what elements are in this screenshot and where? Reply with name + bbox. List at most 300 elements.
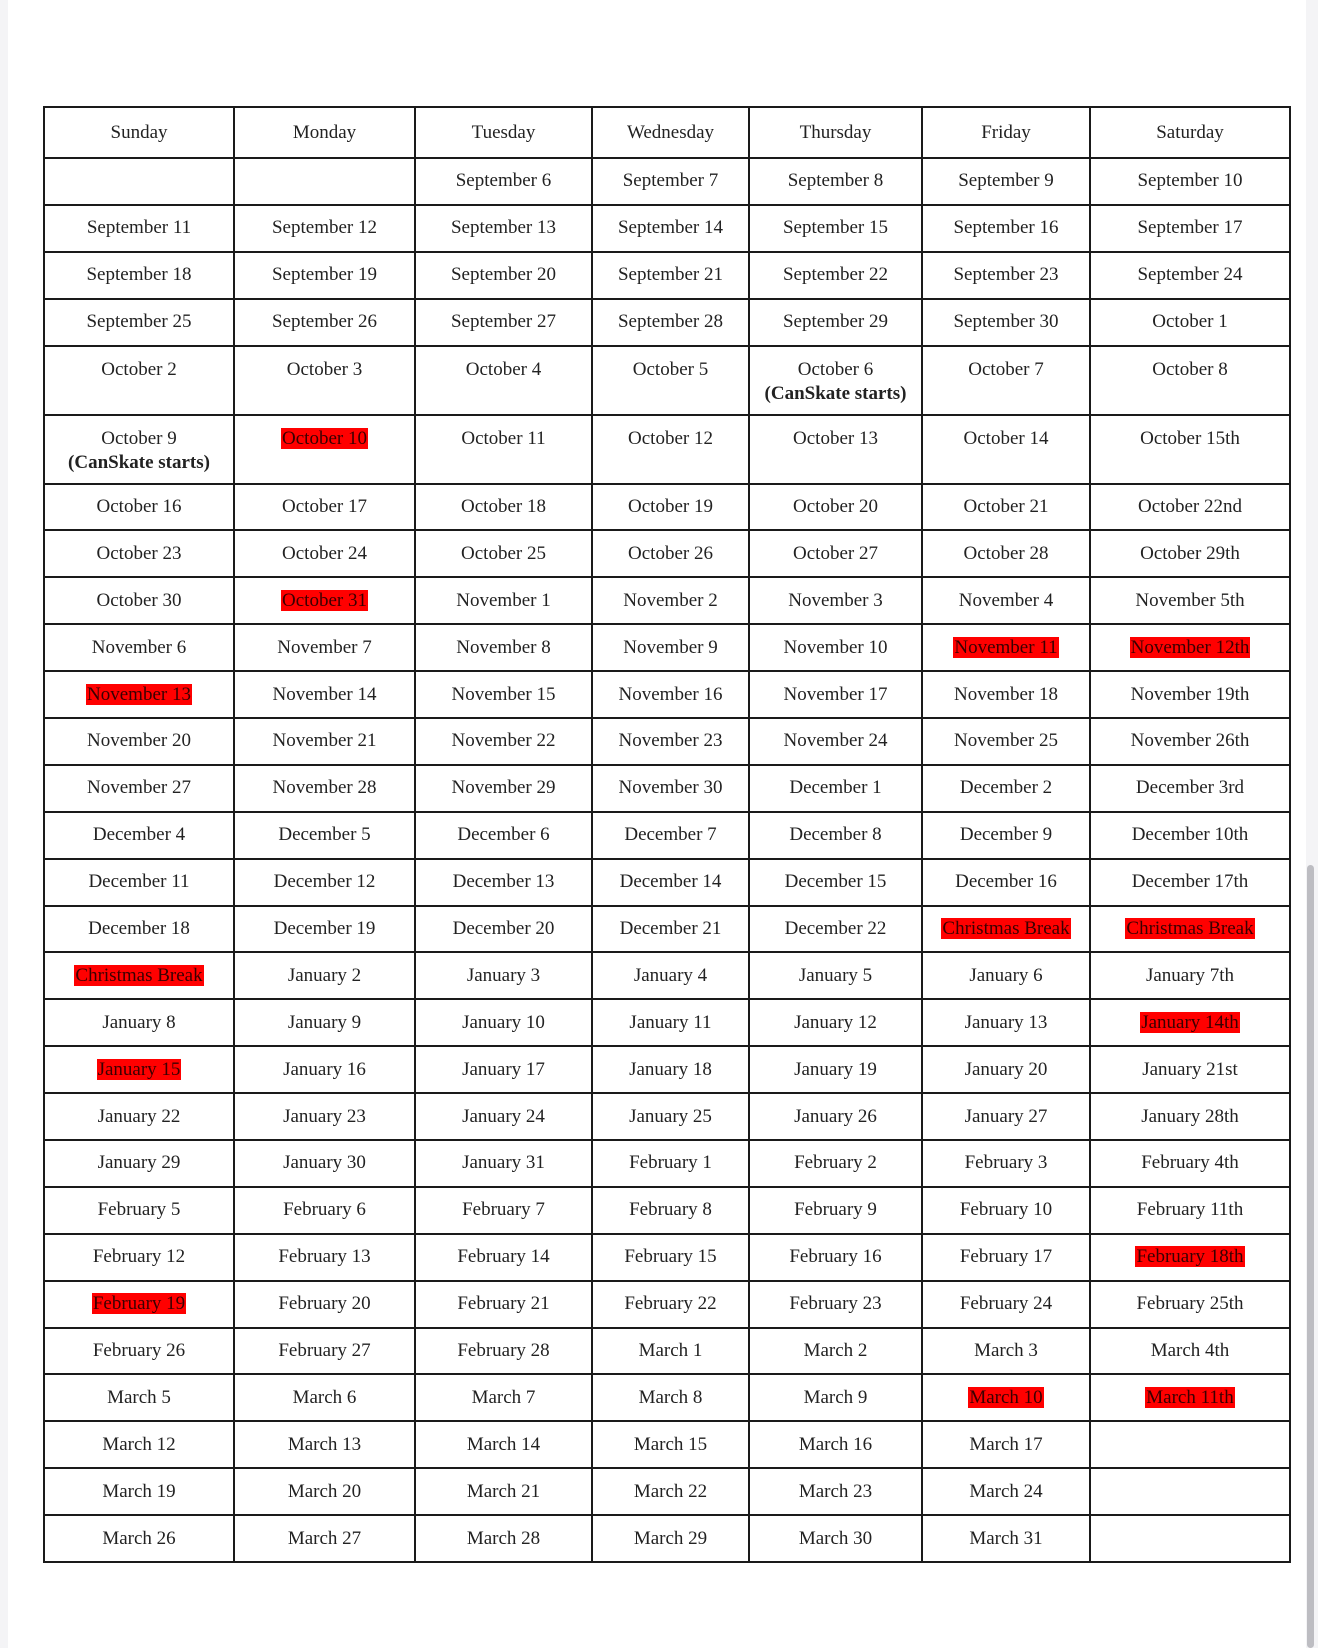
cell-wednesday [592, 415, 749, 484]
date-text: September 26 [271, 311, 377, 333]
date-text: February 3 [964, 1152, 1048, 1174]
cell-wednesday [592, 346, 749, 415]
date-text: January 23 [283, 1105, 366, 1127]
date-text: February 24 [959, 1293, 1053, 1315]
table-row [44, 205, 1290, 252]
cell-wednesday [592, 1234, 749, 1281]
header-sunday: Sunday [44, 107, 234, 158]
cell-sunday [44, 671, 234, 718]
cell-wednesday [592, 1046, 749, 1093]
cell-friday [922, 484, 1090, 531]
cell-monday [234, 1515, 415, 1562]
date-text: October 12 [628, 427, 713, 449]
table-row [44, 1046, 1290, 1093]
cell-monday [234, 1093, 415, 1140]
date-text: December 8 [789, 824, 882, 846]
cell-monday [234, 1046, 415, 1093]
date-text: February 23 [789, 1293, 882, 1315]
cell-wednesday [592, 1187, 749, 1234]
date-text: October 22nd [1138, 496, 1242, 517]
date-text: February 21 [457, 1293, 550, 1315]
cell-sunday [44, 812, 234, 859]
date-text: January 7th [1145, 964, 1235, 986]
highlighted-date: February 19 [92, 1293, 186, 1315]
table-row [44, 952, 1290, 999]
date-text: December 3rd [1135, 777, 1245, 799]
cell-saturday [1090, 859, 1290, 906]
cell-saturday [1090, 765, 1290, 812]
cell-friday [922, 205, 1090, 252]
cell-sunday [44, 1281, 234, 1328]
date-text: March 24 [969, 1480, 1043, 1502]
cell-monday [234, 1328, 415, 1375]
cell-thursday [749, 1281, 922, 1328]
cell-saturday [1090, 415, 1290, 484]
cell-wednesday [592, 1281, 749, 1328]
cell-monday [234, 415, 415, 484]
cell-monday [234, 1140, 415, 1187]
date-text: December 4 [92, 824, 186, 846]
cell-thursday [749, 765, 922, 812]
cell-monday [234, 205, 415, 252]
date-text: September 13 [450, 217, 556, 239]
cell-tuesday [415, 812, 592, 859]
date-text: November 14 [272, 683, 377, 705]
cell-saturday [1090, 812, 1290, 859]
date-text: November 22 [451, 730, 556, 752]
date-text: November 6 [91, 636, 187, 658]
date-text: September 28 [617, 311, 723, 333]
cell-tuesday [415, 859, 592, 906]
cell-saturday [1090, 1328, 1290, 1375]
date-text: January 12 [794, 1011, 877, 1033]
table-row [44, 1328, 1290, 1375]
date-text: October 15th [1140, 427, 1240, 449]
date-text: March 12 [102, 1433, 176, 1455]
date-text: November 20 [87, 730, 191, 752]
cell-friday [922, 1374, 1090, 1421]
date-text: October 17 [282, 496, 367, 517]
date-text: February 20 [278, 1293, 371, 1315]
cell-wednesday [592, 577, 749, 624]
date-text: November 25 [954, 730, 1058, 752]
cell-sunday [44, 765, 234, 812]
date-text: September 22 [782, 264, 888, 286]
date-text: March 2 [803, 1340, 868, 1362]
table-row [44, 1374, 1290, 1421]
cell-friday [922, 252, 1090, 299]
date-text: January 6 [969, 964, 1043, 986]
date-text: March 3 [974, 1340, 1038, 1362]
date-text: September 16 [953, 217, 1059, 239]
date-text: January 2 [287, 964, 362, 986]
cell-tuesday [415, 1093, 592, 1140]
cell-tuesday [415, 718, 592, 765]
date-text: September 9 [958, 170, 1054, 192]
cell-sunday [44, 205, 234, 252]
table-row [44, 484, 1290, 531]
date-text: October 8 [1152, 358, 1228, 380]
cell-thursday [749, 1374, 922, 1421]
date-text: March 26 [102, 1527, 176, 1549]
cell-wednesday [592, 765, 749, 812]
table-row [44, 999, 1290, 1046]
date-text: October 20 [793, 496, 878, 517]
cell-saturday [1090, 1421, 1290, 1468]
highlighted-date: January 14th [1141, 1011, 1239, 1033]
cell-wednesday [592, 252, 749, 299]
cell-monday [234, 952, 415, 999]
date-text: February 8 [629, 1199, 712, 1221]
date-text: February 16 [789, 1246, 882, 1268]
cell-friday [922, 1046, 1090, 1093]
cell-thursday [749, 158, 922, 205]
cell-sunday [44, 1468, 234, 1515]
date-text: March 13 [287, 1433, 362, 1455]
cell-friday [922, 624, 1090, 671]
cell-thursday [749, 530, 922, 577]
cell-thursday [749, 1234, 922, 1281]
cell-tuesday [415, 158, 592, 205]
cell-friday [922, 718, 1090, 765]
cell-wednesday [592, 671, 749, 718]
cell-thursday [749, 299, 922, 346]
date-text: December 13 [452, 871, 555, 893]
highlighted-date: February 18th [1136, 1246, 1244, 1268]
date-text: March 14 [466, 1433, 541, 1455]
cell-monday [234, 1234, 415, 1281]
cell-thursday [749, 718, 922, 765]
cell-monday [234, 299, 415, 346]
date-text: November 19th [1130, 683, 1250, 705]
date-text: December 9 [959, 824, 1053, 846]
date-text: March 15 [633, 1433, 708, 1455]
cell-monday [234, 1468, 415, 1515]
cell-tuesday [415, 299, 592, 346]
date-text: January 18 [629, 1058, 712, 1080]
cell-saturday [1090, 577, 1290, 624]
date-text: December 22 [784, 918, 887, 940]
cell-sunday [44, 299, 234, 346]
cell-wednesday [592, 859, 749, 906]
cell-tuesday [415, 415, 592, 484]
cell-sunday [44, 718, 234, 765]
cell-monday [234, 718, 415, 765]
cell-saturday [1090, 1140, 1290, 1187]
date-text: October 27 [793, 542, 878, 564]
date-text: November 21 [272, 730, 377, 752]
cell-thursday [749, 484, 922, 531]
date-text: March 20 [287, 1480, 362, 1502]
date-text: November 15 [451, 683, 556, 705]
cell-saturday [1090, 530, 1290, 577]
cell-thursday [749, 1515, 922, 1562]
cell-wednesday [592, 299, 749, 346]
date-text: October 9 [101, 427, 177, 449]
cell-sunday [44, 1234, 234, 1281]
canskate-note: (CanSkate starts) [68, 451, 210, 473]
date-text: November 23 [618, 730, 723, 752]
cell-friday [922, 765, 1090, 812]
skating-calendar-table [43, 106, 1291, 1563]
cell-tuesday [415, 952, 592, 999]
date-text: September 21 [617, 264, 723, 286]
cell-monday [234, 484, 415, 531]
highlighted-date: November 11 [954, 636, 1058, 658]
cell-sunday [44, 1140, 234, 1187]
cell-sunday [44, 1515, 234, 1562]
date-text: December 17th [1131, 871, 1249, 893]
date-text: December 2 [959, 777, 1053, 799]
cell-saturday [1090, 1281, 1290, 1328]
date-text: November 17 [783, 683, 888, 705]
date-text: December 7 [624, 824, 717, 846]
cell-thursday [749, 812, 922, 859]
table-row [44, 299, 1290, 346]
date-text: December 11 [88, 871, 190, 893]
cell-friday [922, 812, 1090, 859]
cell-thursday [749, 205, 922, 252]
cell-saturday [1090, 999, 1290, 1046]
date-text: March 17 [969, 1433, 1043, 1455]
date-text: January 9 [287, 1011, 362, 1033]
cell-sunday [44, 415, 234, 484]
date-text: January 27 [964, 1105, 1048, 1127]
cell-thursday [749, 346, 922, 415]
cell-thursday [749, 952, 922, 999]
date-text: March 23 [798, 1480, 873, 1502]
date-text: November 16 [618, 683, 723, 705]
date-text: February 17 [959, 1246, 1053, 1268]
cell-sunday [44, 1187, 234, 1234]
cell-sunday [44, 859, 234, 906]
cell-friday [922, 1468, 1090, 1515]
date-text: February 26 [92, 1340, 186, 1362]
cell-thursday [749, 1187, 922, 1234]
cell-friday [922, 1515, 1090, 1562]
cell-monday [234, 906, 415, 953]
date-text: March 4th [1150, 1340, 1230, 1362]
scrollbar[interactable] [1307, 865, 1314, 1648]
cell-friday [922, 999, 1090, 1046]
cell-saturday [1090, 346, 1290, 415]
cell-monday [234, 530, 415, 577]
date-text: November 4 [958, 589, 1054, 611]
header-friday: Friday [922, 107, 1090, 158]
date-text: October 3 [286, 358, 363, 380]
cell-friday [922, 346, 1090, 415]
date-text: March 8 [638, 1386, 703, 1408]
table-row [44, 906, 1290, 953]
date-text: March 5 [107, 1386, 171, 1408]
date-text: March 1 [638, 1340, 703, 1362]
highlighted-date: November 13 [87, 683, 191, 705]
date-text: November 29 [451, 777, 556, 799]
cell-saturday [1090, 299, 1290, 346]
highlighted-date: October 31 [282, 589, 367, 611]
cell-tuesday [415, 1187, 592, 1234]
cell-saturday [1090, 671, 1290, 718]
date-text: September 15 [782, 217, 888, 239]
date-text: February 22 [624, 1293, 717, 1315]
cell-monday [234, 346, 415, 415]
cell-saturday [1090, 952, 1290, 999]
date-text: March 16 [798, 1433, 873, 1455]
cell-wednesday [592, 530, 749, 577]
date-text: October 24 [282, 542, 367, 564]
date-text: March 22 [633, 1480, 708, 1502]
cell-thursday [749, 906, 922, 953]
date-text: January 10 [462, 1011, 545, 1033]
cell-monday [234, 1281, 415, 1328]
date-text: January 16 [283, 1058, 366, 1080]
date-text: December 20 [452, 918, 555, 940]
cell-thursday [749, 859, 922, 906]
cell-wednesday [592, 1093, 749, 1140]
cell-tuesday [415, 1468, 592, 1515]
date-text: March 27 [287, 1527, 362, 1549]
date-text: January 17 [462, 1058, 545, 1080]
table-row [44, 252, 1290, 299]
date-text: November 1 [456, 589, 551, 611]
cell-wednesday [592, 1421, 749, 1468]
date-text: September 20 [450, 264, 556, 286]
cell-monday [234, 252, 415, 299]
table-row [44, 812, 1290, 859]
cell-sunday [44, 158, 234, 205]
date-text: October 16 [96, 496, 182, 517]
date-text: February 28 [457, 1340, 550, 1362]
date-text: October 28 [963, 542, 1049, 564]
header-thursday: Thursday [749, 107, 922, 158]
date-text: January 5 [798, 964, 873, 986]
cell-tuesday [415, 1140, 592, 1187]
date-text: February 5 [97, 1199, 181, 1221]
cell-tuesday [415, 624, 592, 671]
date-text: October 11 [461, 427, 546, 449]
cell-sunday [44, 1093, 234, 1140]
date-text: November 5th [1135, 589, 1245, 611]
cell-thursday [749, 577, 922, 624]
cell-thursday [749, 671, 922, 718]
cell-friday [922, 906, 1090, 953]
table-row [44, 158, 1290, 205]
date-text: September 11 [86, 217, 192, 239]
cell-friday [922, 1281, 1090, 1328]
cell-saturday [1090, 205, 1290, 252]
cell-monday [234, 859, 415, 906]
cell-saturday [1090, 1374, 1290, 1421]
date-text: January 25 [629, 1105, 712, 1127]
table-row [44, 1234, 1290, 1281]
cell-sunday [44, 1374, 234, 1421]
date-text: October 5 [632, 358, 709, 380]
header-monday: Monday [234, 107, 415, 158]
cell-monday [234, 1374, 415, 1421]
table-row [44, 415, 1290, 484]
date-text: December 6 [457, 824, 550, 846]
highlighted-date: October 10 [282, 427, 367, 449]
cell-wednesday [592, 205, 749, 252]
cell-tuesday [415, 1328, 592, 1375]
date-text: January 8 [102, 1011, 176, 1033]
cell-friday [922, 1093, 1090, 1140]
date-text: October 18 [461, 496, 546, 517]
highlighted-date: Christmas Break [942, 918, 1070, 940]
date-text: February 10 [959, 1199, 1053, 1221]
date-text: November 24 [783, 730, 888, 752]
date-text: September 27 [450, 311, 556, 333]
date-text: January 11 [629, 1011, 712, 1033]
cell-saturday [1090, 252, 1290, 299]
date-text: March 31 [969, 1527, 1043, 1549]
table-row [44, 624, 1290, 671]
date-text: January 26 [794, 1105, 877, 1127]
date-text: October 21 [963, 496, 1049, 517]
cell-friday [922, 1421, 1090, 1468]
highlighted-date: March 10 [969, 1386, 1043, 1408]
date-text: October 30 [96, 589, 182, 611]
table-row [44, 1468, 1290, 1515]
cell-saturday [1090, 906, 1290, 953]
table-row [44, 1093, 1290, 1140]
document-page [8, 0, 1306, 1648]
date-text: September 29 [782, 311, 888, 333]
date-text: January 20 [964, 1058, 1048, 1080]
table-row [44, 718, 1290, 765]
date-text: February 14 [457, 1246, 550, 1268]
cell-tuesday [415, 205, 592, 252]
cell-friday [922, 671, 1090, 718]
cell-sunday [44, 906, 234, 953]
cell-monday [234, 671, 415, 718]
cell-sunday [44, 484, 234, 531]
cell-thursday [749, 1093, 922, 1140]
date-text: February 2 [794, 1152, 877, 1174]
cell-tuesday [415, 346, 592, 415]
header-wednesday: Wednesday [592, 107, 749, 158]
cell-friday [922, 530, 1090, 577]
date-text: February 6 [283, 1199, 366, 1221]
date-text: November 2 [623, 589, 718, 611]
date-text: September 7 [622, 170, 719, 192]
date-text: November 27 [87, 777, 191, 799]
cell-saturday [1090, 1187, 1290, 1234]
date-text: February 11th [1136, 1199, 1244, 1221]
date-text: March 6 [292, 1386, 357, 1408]
cell-saturday [1090, 1515, 1290, 1562]
highlighted-date: March 11th [1146, 1386, 1234, 1408]
date-text: March 29 [633, 1527, 708, 1549]
date-text: October 26 [628, 542, 713, 564]
cell-thursday [749, 415, 922, 484]
date-text: December 18 [88, 918, 190, 940]
date-text: January 13 [964, 1011, 1048, 1033]
cell-sunday [44, 346, 234, 415]
cell-friday [922, 1140, 1090, 1187]
date-text: March 21 [466, 1480, 541, 1502]
table-row [44, 1515, 1290, 1562]
highlighted-date: January 15 [97, 1058, 181, 1080]
header-tuesday: Tuesday [415, 107, 592, 158]
date-text: December 21 [619, 918, 722, 940]
cell-friday [922, 859, 1090, 906]
cell-wednesday [592, 1328, 749, 1375]
date-text: February 15 [624, 1246, 717, 1268]
date-text: December 5 [278, 824, 371, 846]
highlighted-date: November 12th [1130, 636, 1250, 658]
date-text: February 25th [1136, 1293, 1244, 1315]
